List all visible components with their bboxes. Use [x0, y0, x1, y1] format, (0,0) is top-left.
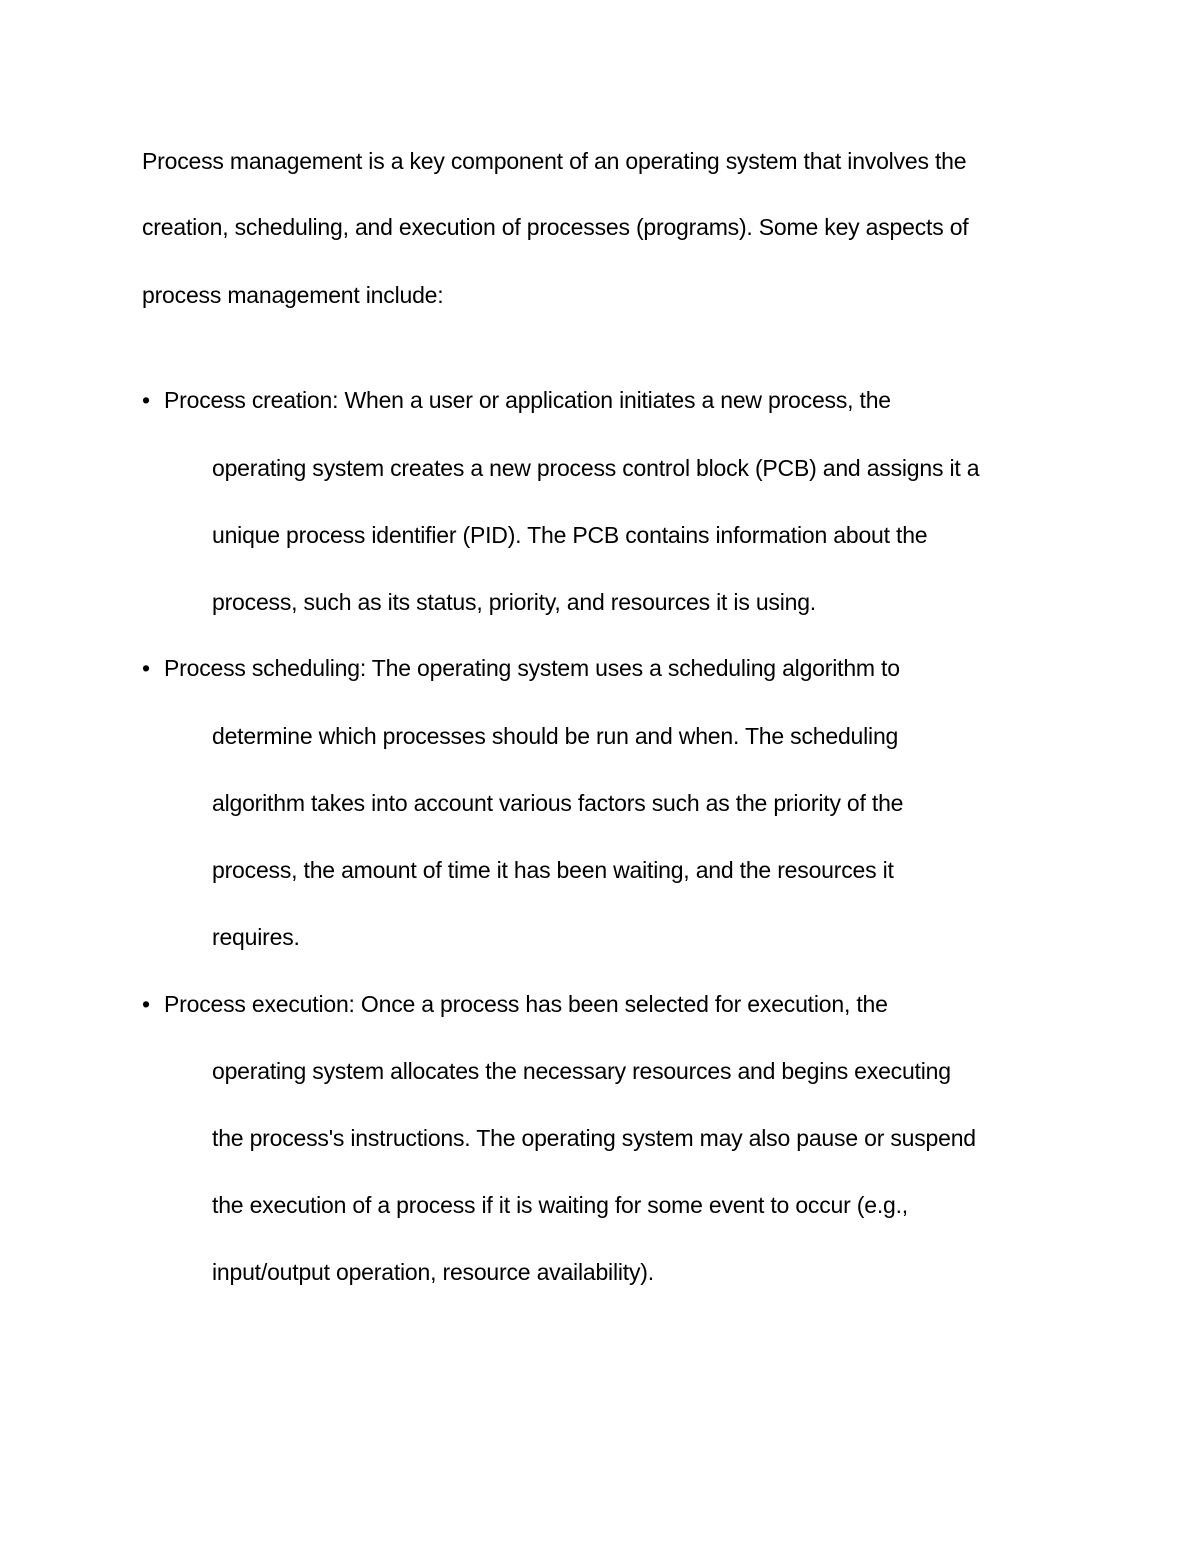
- bullet-1-line-2: operating system creates a new process control block (PCB) and assigns it a: [212, 455, 980, 481]
- bullet-dot-icon: •: [142, 655, 150, 681]
- bullet-2-first-line: Process scheduling: The operating system uses a scheduling algorithm to: [164, 655, 900, 681]
- bullet-2-line-3: algorithm takes into account various factors such as the priority of the: [212, 790, 904, 816]
- bullet-2-line-2: determine which processes should be run and when. The scheduling: [212, 723, 899, 749]
- bullet-2-line-4: process, the amount of time it has been waiting, and the resources it: [212, 857, 894, 883]
- bullet-item-process-execution: [142, 989, 888, 1019]
- intro-line-2: creation, scheduling, and execution of processes (programs). Some key aspects of: [142, 214, 969, 240]
- bullet-item-process-creation: [142, 385, 891, 415]
- bullet-2-line-5: requires.: [212, 924, 300, 950]
- bullet-3-line-3: the process's instructions. The operating system may also pause or suspend: [212, 1125, 976, 1151]
- bullet-3-first-line: Process execution: Once a process has been selected for execution, the: [164, 991, 888, 1017]
- bullet-3-line-4: the execution of a process if it is waiting for some event to occur (e.g.,: [212, 1192, 908, 1218]
- bullet-dot-icon: •: [142, 991, 150, 1017]
- intro-line-1: Process management is a key component of an operating system that involves the: [142, 148, 967, 174]
- bullet-3-line-5: input/output operation, resource availability).: [212, 1259, 654, 1285]
- bullet-1-line-3: unique process identifier (PID). The PCB contains information about the: [212, 522, 928, 548]
- bullet-1-line-4: process, such as its status, priority, and resources it is using.: [212, 589, 816, 615]
- bullet-1-first-line: Process creation: When a user or application initiates a new process, the: [164, 387, 891, 413]
- bullet-dot-icon: •: [142, 387, 150, 413]
- bullet-item-process-scheduling: [142, 653, 900, 683]
- intro-line-3: process management include:: [142, 282, 444, 308]
- bullet-3-line-2: operating system allocates the necessary resources and begins executing: [212, 1058, 951, 1084]
